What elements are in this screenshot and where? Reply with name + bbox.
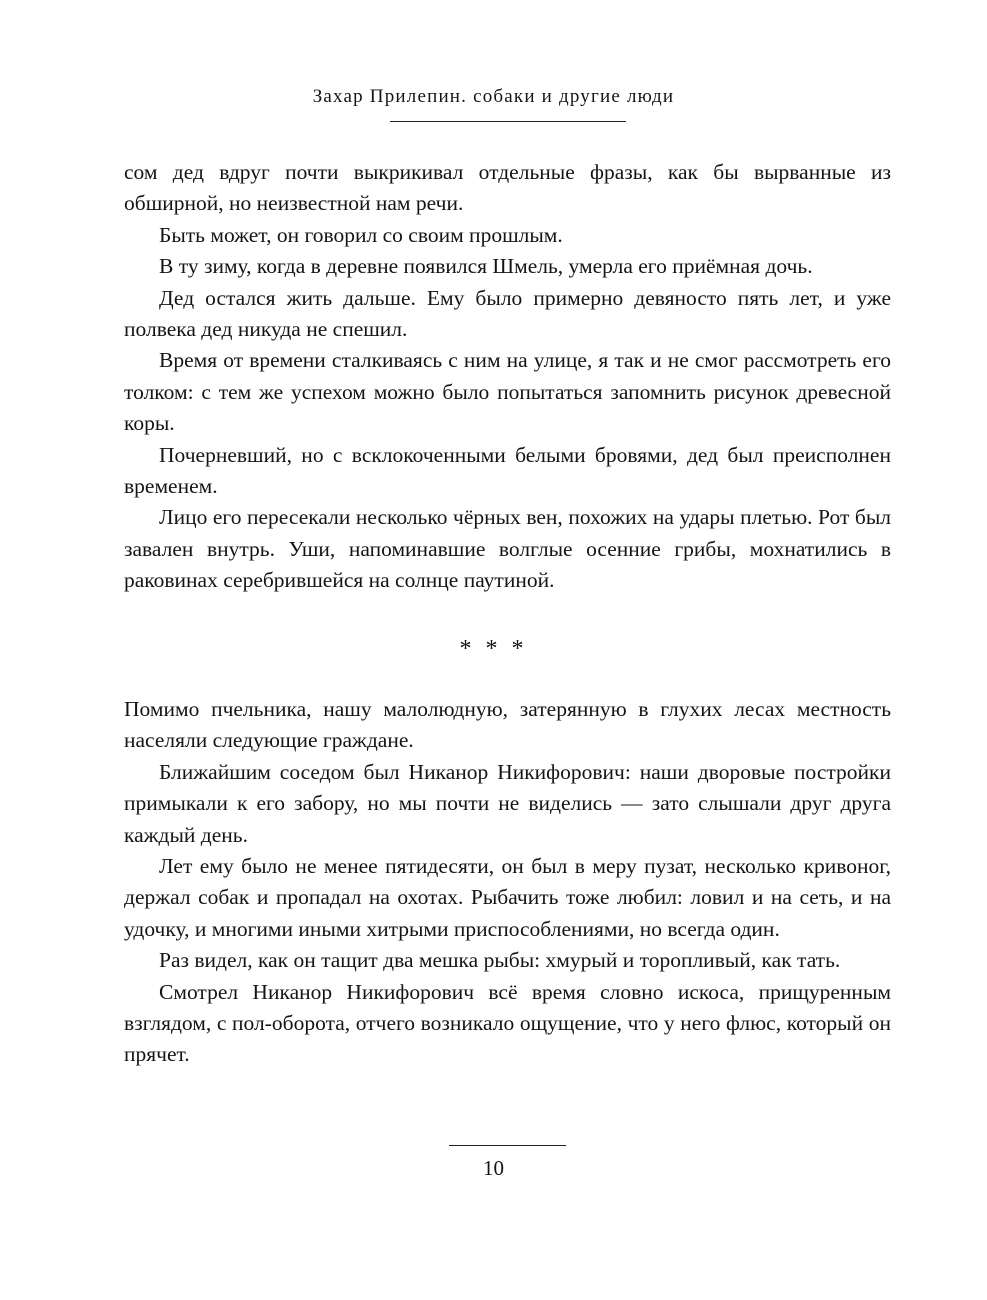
paragraph: Лицо его пересекали несколько чёрных вен, похожих на удары плетью. Рот был завален внутрь. Уши, напоминавшие волглые осенние грибы, мохнатились в раковинах серебрившейся на солнце паутиной. — [124, 505, 891, 593]
paragraph: Помимо пчельника, нашу малолюдную, затерянную в глухих лесах местность населяли следующие граждане. — [124, 697, 891, 753]
paragraph: Быть может, он говорил со своим прошлым. — [159, 222, 563, 247]
running-header: Захар Прилепин. собаки и другие люди — [312, 86, 675, 107]
paragraph: Раз видел, как он тащит два мешка рыбы: хмурый и торопливый, как тать. — [159, 948, 841, 973]
section-one-text — [124, 157, 891, 597]
page-number: 10 — [483, 1156, 504, 1180]
section-separator: * * * — [459, 636, 528, 662]
footer-rule — [449, 1145, 566, 1146]
paragraph: В ту зиму, когда в деревне появился Шмель, умерла его приёмная дочь. — [159, 254, 813, 279]
paragraph: Почерневший, но с всклокоченными белыми бровями, дед был преисполнен временем. — [124, 442, 891, 499]
section-two-text — [124, 694, 891, 1071]
paragraph: Лет ему было не менее пятидесяти, он был в меру пузат, несколько кривоног, держал собак и пропадал на охотах. Рыбачить тоже любил: ловил и на сеть, и на удочку, и многими иными хитрыми приспособлениями, но всегда один. — [124, 854, 891, 941]
paragraph: сом дед вдруг почти выкрикивал отдельные фразы, как бы вырванные из обширной, но неизвестной нам речи. — [124, 160, 891, 216]
paragraph: Время от времени сталкиваясь с ним на улице, я так и не смог рассмотреть его толком: с тем же успехом можно было попытаться запомнить рисунок древесной коры. — [124, 348, 891, 436]
header-rule — [390, 121, 626, 122]
paragraph: Ближайшим соседом был Никанор Никифорович: наши дворовые постройки примыкали к его забору, но мы почти не виделись — зато слышали друг друга каждый день. — [124, 759, 891, 847]
paragraph: Смотрел Никанор Никифорович всё время словно искоса, прищуренным взглядом, с пол-оборота, отчего возникало ощущение, что у него флюс, который он прячет. — [124, 979, 891, 1067]
paragraph: Дед остался жить дальше. Ему было примерно девяносто пять лет, и уже полвека дед никуда не спешил. — [124, 285, 891, 342]
